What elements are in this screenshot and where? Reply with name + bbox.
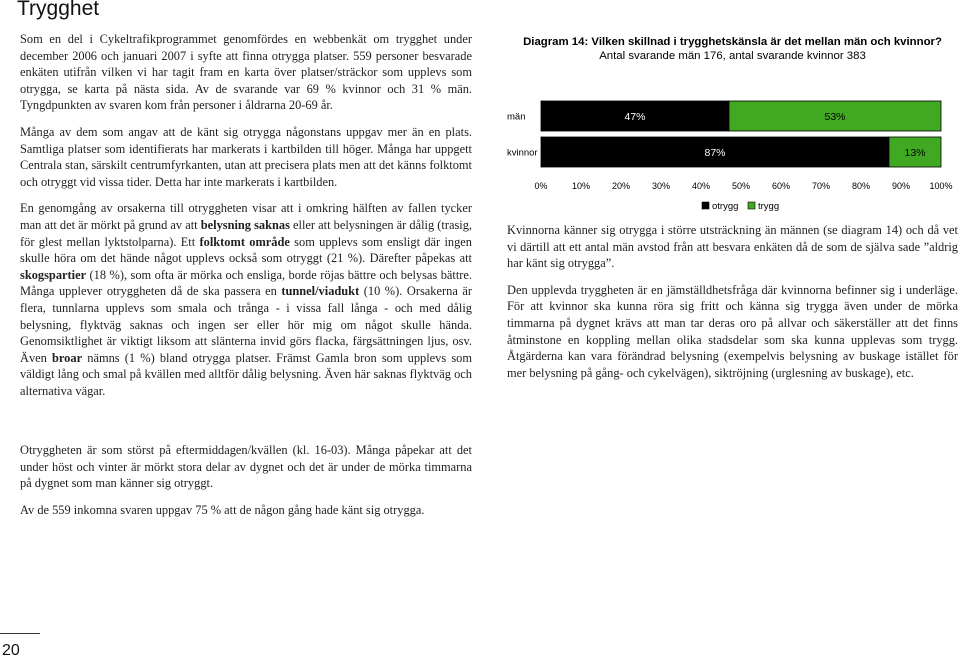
- chart-subtitle: Antal svarande män 176, antal svarande kvinnor 383: [599, 50, 866, 62]
- causes-emphasis: skogspartier: [20, 267, 87, 282]
- intro-paragraph: Som en del i Cykeltrafikprogrammet genomfördes en webbenkät om trygghet under december 2006 och januari 2007 i syfte att finna otrygga platser. 559 personer besvarade enkäten utifrån vilken vi har tagit fram en karta över platser/sträckor som upplevs som otrygga, se karta på nästa sida. Av de svarande var 69 % kvinnor och 31 % män. Tyngdpunkten av svaren kom från personer i åldrarna 20-69 år.: [20, 32, 472, 113]
- category-label: kvinnor: [507, 147, 538, 159]
- chart-heading: [507, 35, 958, 63]
- legend-swatch: [702, 202, 709, 209]
- equality-paragraph: Den upplevda tryggheten är en jämställdhetsfråga där kvinnorna befinner sig i underläge. För att kvinnor ska kunna röra sig fritt och känna sig trygga även under de mörka timmarna på dygnet krävs att man tar deras oro på allvar och säkerställer att det finns åtminstone en koppling mellan olika stadsdelar som ska kunna upplevas som trygg. Åtgärderna kan vara förändrad belysning (exempelvis belysning av buskage istället för mer belysning på gång- och cykelvägen), siktröjning (urglesning av buskage), etc.: [507, 282, 958, 380]
- causes-text: nämns (1 %) bland otrygga platser. Främst Gamla bron som upplevs som väldigt lång och smal på kvällen med alltför dålig belysning. Även här saknas flyktväg och alternativa vägar.: [20, 350, 473, 398]
- left-column: [20, 31, 472, 409]
- causes-emphasis: broar: [52, 350, 83, 365]
- x-tick-label: 30%: [651, 181, 671, 191]
- x-tick-label: 90%: [891, 181, 911, 191]
- time-paragraph: Otryggheten är som störst på eftermiddagen/kvällen (kl. 16-03). Många påpekar att det under höst och vinter är mörkt stora delar av dygnet och det är under de mörka timmarna på dygnet som man känner sig otryggt.: [20, 443, 472, 491]
- causes-text: En genomgång av orsakerna till otryggheten visar att i omkring hälften av fallen tycker man att det är mörkt på grund av att: [20, 201, 472, 232]
- data-label: 47%: [624, 111, 646, 123]
- x-tick-label: 0%: [534, 181, 548, 191]
- legend-label: trygg: [758, 201, 780, 212]
- causes-emphasis: belysning saknas: [200, 217, 290, 232]
- responses-paragraph: Av de 559 inkomna svaren uppgav 75 % att de någon gång hade känt sig otrygga.: [20, 502, 425, 517]
- bottom-left-column: [20, 442, 472, 528]
- page-title: Trygghet: [17, 0, 100, 20]
- category-label: män: [507, 111, 526, 123]
- page-number: 20: [0, 633, 40, 661]
- right-column: [507, 222, 958, 391]
- legend-swatch: [748, 202, 755, 209]
- causes-text: (18 %), som ofta är mörka och ensliga, borde röjas bättre och belysas bättre. Många upplever otryggheten då de ska passera en: [20, 267, 472, 299]
- x-tick-label: 60%: [771, 181, 791, 191]
- legend-label: otrygg: [712, 201, 739, 212]
- causes-text: eller att belysningen är dålig (trasig, för glest mellan lyktstolparna). Ett: [20, 217, 473, 249]
- causes-text: som upplevs som ensligt där ingen skulle höra om det hände något upplevs också som otryggt (21 %). Därefter påpekas att: [20, 234, 472, 266]
- data-label: 53%: [824, 111, 846, 123]
- x-tick-label: 10%: [571, 181, 591, 191]
- x-tick-label: 100%: [929, 181, 953, 191]
- x-tick-label: 40%: [691, 181, 711, 191]
- gender-paragraph: Kvinnorna känner sig otrygga i större utsträckning än männen (se diagram 14) och då vet vi därtill att ett antal män avstod från att besvara enkäten då de som de själva sade ”aldrig har känt sig otrygga”.: [507, 223, 958, 271]
- causes-emphasis: tunnel/viadukt: [281, 284, 360, 299]
- chart-title: Diagram 14: Vilken skillnad i trygghetskänsla är det mellan män och kvinnor?: [523, 36, 942, 48]
- x-tick-label: 70%: [811, 181, 831, 191]
- x-tick-label: 20%: [611, 181, 631, 191]
- causes-paragraph: [20, 200, 472, 399]
- stacked-bar-chart: [500, 90, 960, 220]
- causes-text: (10 %). Orsakerna är flera, tunnlarna upplevs som smala och trånga - i vissa fall långa - och med dålig belysning, flyktväg saknas och ingen ser eller hör mig om något skulle hända. Genomsiktlighet är viktigt liksom att slänterna invid görs flacka, färgsättningen ljus, osv. Även: [20, 284, 472, 365]
- causes-emphasis: folktomt område: [199, 234, 290, 249]
- data-label: 13%: [904, 147, 926, 159]
- data-label: 87%: [704, 147, 726, 159]
- x-tick-label: 50%: [731, 181, 751, 191]
- x-tick-label: 80%: [851, 181, 871, 191]
- places-paragraph: Många av dem som angav att de känt sig otrygga någonstans uppgav mer än en plats. Samtliga platser som identifierats har markerats i kartbilden till höger. Många har uppgett Centrala stan, särskilt centrumfyrkanten, utan att precisera plats men att det känns folktomt och otryggt vid vissa tider. Detta har inte markerats i kartbilden.: [20, 124, 472, 189]
